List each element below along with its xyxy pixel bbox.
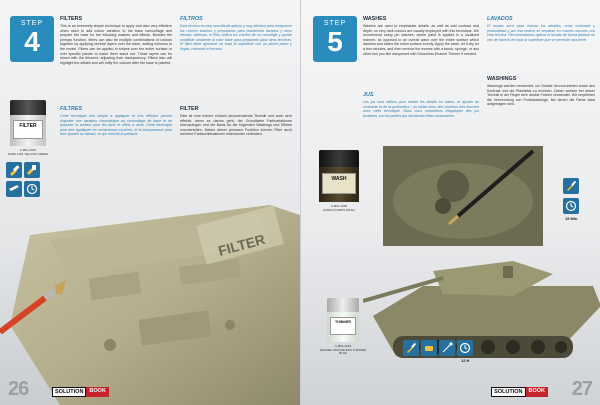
step-5-badge — [313, 16, 357, 62]
filters-fr-text: Cette technique tres simple a appliquer et tres efficace permet d'ajouter une variation chromatique au camouflage de base et de preparer la surface pour les lavis et effets a venir. Cette technique peut etre appliquee en nombreuses couches, et la transparence peut etre ajustee au diluant, ce qui enrichit la peinture. — [60, 114, 172, 137]
filters-de-column — [180, 106, 292, 198]
brush-image — [0, 270, 70, 340]
wait-clock-icon — [563, 198, 579, 214]
thinner-jar-label: THINNER — [330, 317, 357, 335]
time-15-min: 15 Min — [565, 216, 578, 221]
solution-book-brand-right — [491, 387, 548, 397]
pin-wash-brush-icon — [563, 178, 579, 194]
product-name-text: DARK FOR YELLOW GREEN — [7, 151, 49, 156]
jar2-code-text: A.MIG-2019 — [334, 344, 352, 348]
washes-es-text: El lavado sirve para realzar los detalles, crear contraste y profundidad y por ese motivo se emplean en colores oscuros con esta tecnica. Recomendamos aplicar el lavado de forma puntual en vez de hacerlo en toda la superficie que se necesite oscurecer. — [487, 24, 595, 42]
jar2-name-text: ENAMEL ODOURLESS THINNER 35 ML — [319, 347, 366, 356]
wash-jar — [319, 150, 359, 202]
wash-jar-label: WASH — [322, 173, 356, 194]
brush-technique-icon — [6, 162, 22, 178]
washes-fr-column — [363, 92, 479, 144]
airbrush-icon — [6, 181, 22, 197]
filters-en-text: This is an extremely simple technique to apply and also very effective when used to add colour variation to the base camouflage and prepare the base for the following washes and effects. Besides the primary function, filters can also be multiple combinations of colours together by applying several layers over the base, adding richness to the model. Filters can be applied in stripes over the entire surface or over specific panels to make them stand out. These layers can be mixed with the thinners, adjusting their transparency. Filters also will highlight the details and will unify the colours after the base is painted. — [60, 24, 172, 65]
page-number-right: 27 — [571, 378, 592, 400]
clock-icon — [24, 181, 40, 197]
brush-icon — [403, 340, 419, 356]
washes-de-heading: WASHINGS — [487, 76, 517, 82]
brand-solution: SOLUTION — [52, 387, 86, 397]
washes-fr-heading: JUS — [363, 92, 374, 98]
filters-de-heading: FILTER — [180, 106, 199, 112]
brand-book: BOOK — [86, 387, 109, 397]
step-4-badge — [10, 16, 54, 62]
right-page — [300, 0, 600, 405]
solution-book-brand-left — [52, 387, 109, 397]
washes-en-text: Washes are used to emphasize details, as well as add contrast and depth, so very dark colours are usually employed with this technique. We recommend using pin washes, where paint is applied in a localized manner, as opposed to an overall wash over the entire surface which darkens and stains the entire surface evenly. Apply the wash, let it dry for a few minutes, and then remove the excess with a brush, sponge, or any other tool you like dampened with Odourless Enamel Thinner if needed. — [363, 24, 479, 56]
drying-clock-icon — [457, 340, 473, 356]
jar1-name-text: AFRIKA KORPS WASH — [323, 207, 355, 212]
brand-solution: SOLUTION — [491, 387, 525, 397]
page-number-left: 26 — [8, 378, 29, 400]
time-12-h: 12 H — [461, 358, 470, 363]
washes-es-heading: LAVADOS — [487, 16, 513, 22]
washes-fr-text: Les jus sont utilises pour mettre les details en valeur, et ajouter du contraste et de la profondeur ; on utilise donc des couleurs tres foncees avec cette technique. Nous vous conseillons d'appliquer des jus localises, sur les parties qui ont besoin d'etre assombries. — [363, 100, 479, 118]
filters-de-text: Dies ist eine extrem einfach anzuwendende Technik und auch sehr effektiv, wenn es darum geht, der Grundfarbe Farbvariationen hinzuzufugen und die Basis fur die folgenden Washings und Effekte vorzubereiten. Neben dieser primaren Funktion konnen Filter auch mehrere Farbkombinationen miteinander verbinden. — [180, 114, 292, 137]
filters-en-column — [60, 16, 172, 104]
brand-book: BOOK — [526, 387, 549, 397]
filter-product-code — [4, 149, 52, 156]
step-number: 5 — [327, 26, 343, 57]
filters-es-text: Esta tecnica es muy sencilla de aplicar y muy efectiva para enriquecer los colores basicos y prepararlos para posteriores lavados y otros efectos. Ademas, el filtro unifica los colores de un camuflaje y puede modificar ambiente al color base para prepararlo para otras tecnicas. El filtro debe aplicarse en toda la superficie con un pincel plano y limpio, retirando el exceso. — [180, 24, 292, 51]
washes-en-column — [363, 16, 479, 90]
step-label: STEP — [20, 20, 44, 27]
step-number: 4 — [24, 26, 40, 57]
sponge-icon — [421, 340, 437, 356]
washes-es-column — [487, 16, 595, 74]
filters-fr-heading: FILTRES — [60, 106, 83, 112]
washes-de-text: Washings werden verwendet, um Details hervorzuheben sowie den Kontrast und die Plastizitat zu erhohen. Daher werden bei dieser Technik in der Regel sehr dunkle Farben verwendet. Wir empfehlen die Verwendung von Punktwashings, bei denen die Farbe lokal aufgetragen wird. — [487, 84, 595, 107]
product-code-text: A.MIG-1507 — [19, 148, 37, 152]
wash-product-code — [313, 205, 365, 212]
filters-es-column — [180, 16, 292, 104]
jar1-code-text: A.MIG-1005 — [330, 204, 348, 208]
flat-brush-icon — [24, 162, 40, 178]
washes-en-heading: WASHES — [363, 16, 387, 22]
merkava-tank-photo — [363, 226, 600, 376]
filters-es-heading: FILTROS — [180, 16, 203, 22]
thinner-jar — [327, 298, 359, 342]
filter-jar-label: FILTER — [13, 120, 43, 138]
filters-fr-column — [60, 106, 172, 198]
cotton-swab-icon — [439, 340, 455, 356]
filter-jar — [10, 100, 46, 146]
washes-de-column — [487, 76, 595, 136]
filters-en-heading: FILTERS — [60, 16, 83, 22]
step-label: STEP — [323, 20, 347, 27]
thinner-product-code — [319, 345, 367, 356]
svg-text:FILTER: FILTER — [216, 230, 267, 259]
